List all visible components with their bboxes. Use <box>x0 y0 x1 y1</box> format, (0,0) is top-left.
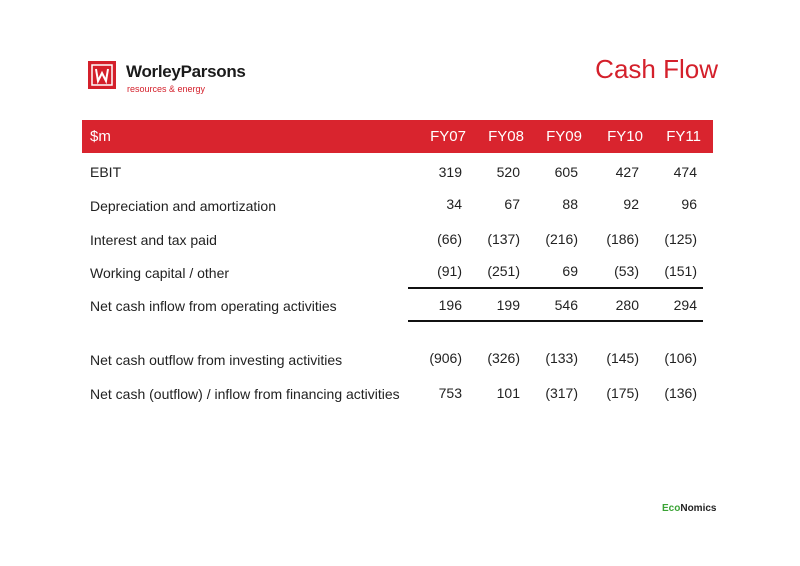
table-cell: 753 <box>438 385 462 401</box>
table-cell: 294 <box>673 297 697 313</box>
row-label-net-investing: Net cash outflow from investing activities <box>90 352 343 368</box>
table-cell: (186) <box>606 231 639 247</box>
row-label-net-financing: Net cash (outflow) / inflow from financing activities <box>90 386 400 402</box>
table-cell: (125) <box>664 231 697 247</box>
column-header-fy07: FY07 <box>430 128 466 145</box>
table-cell: (136) <box>664 385 697 401</box>
economics-logo <box>662 503 716 514</box>
row-label-ebit: EBIT <box>90 164 122 180</box>
economics-logo-eco: Eco <box>662 503 681 514</box>
table-cell: (251) <box>487 263 520 279</box>
column-header-fy10: FY10 <box>607 128 643 145</box>
table-cell: 280 <box>615 297 639 313</box>
unit-label: $m <box>90 128 111 145</box>
table-cell: 520 <box>496 164 520 180</box>
row-label-working-capital: Working capital / other <box>90 265 230 281</box>
table-cell: 546 <box>554 297 578 313</box>
table-cell: 92 <box>623 196 639 212</box>
subtotal-bottom-rule <box>408 320 703 322</box>
table-cell: 474 <box>673 164 697 180</box>
row-label-depreciation: Depreciation and amortization <box>90 198 276 214</box>
worleyparsons-logo-icon <box>88 61 116 89</box>
row-label-interest-tax: Interest and tax paid <box>90 232 217 248</box>
table-cell: (137) <box>487 231 520 247</box>
table-cell: (151) <box>664 263 697 279</box>
economics-logo-nomics: Nomics <box>680 503 717 514</box>
table-cell: (317) <box>545 385 578 401</box>
table-cell: 196 <box>438 297 462 313</box>
subtotal-top-rule <box>408 287 703 289</box>
column-header-fy11: FY11 <box>666 128 701 145</box>
column-header-fy09: FY09 <box>546 128 582 145</box>
table-cell: (133) <box>545 350 578 366</box>
table-cell: (145) <box>606 350 639 366</box>
table-cell: (66) <box>437 231 462 247</box>
row-label-net-operating: Net cash inflow from operating activities <box>90 298 337 314</box>
table-cell: (106) <box>664 350 697 366</box>
table-cell: (906) <box>429 350 462 366</box>
table-cell: 34 <box>446 196 462 212</box>
table-cell: 199 <box>496 297 520 313</box>
table-cell: (175) <box>606 385 639 401</box>
table-cell: 69 <box>562 263 578 279</box>
brand-name: WorleyParsons <box>126 62 246 81</box>
table-cell: (326) <box>487 350 520 366</box>
table-cell: 88 <box>562 196 578 212</box>
table-cell: 427 <box>615 164 639 180</box>
table-cell: 319 <box>438 164 462 180</box>
table-cell: (53) <box>614 263 639 279</box>
table-cell: 67 <box>504 196 520 212</box>
slide-title: Cash Flow <box>595 54 718 84</box>
table-cell: 101 <box>496 385 520 401</box>
column-header-fy08: FY08 <box>488 128 524 145</box>
table-cell: 96 <box>681 196 697 212</box>
table-cell: (216) <box>545 231 578 247</box>
brand-tagline: resources & energy <box>127 84 206 94</box>
table-cell: 605 <box>554 164 578 180</box>
table-cell: (91) <box>437 263 462 279</box>
